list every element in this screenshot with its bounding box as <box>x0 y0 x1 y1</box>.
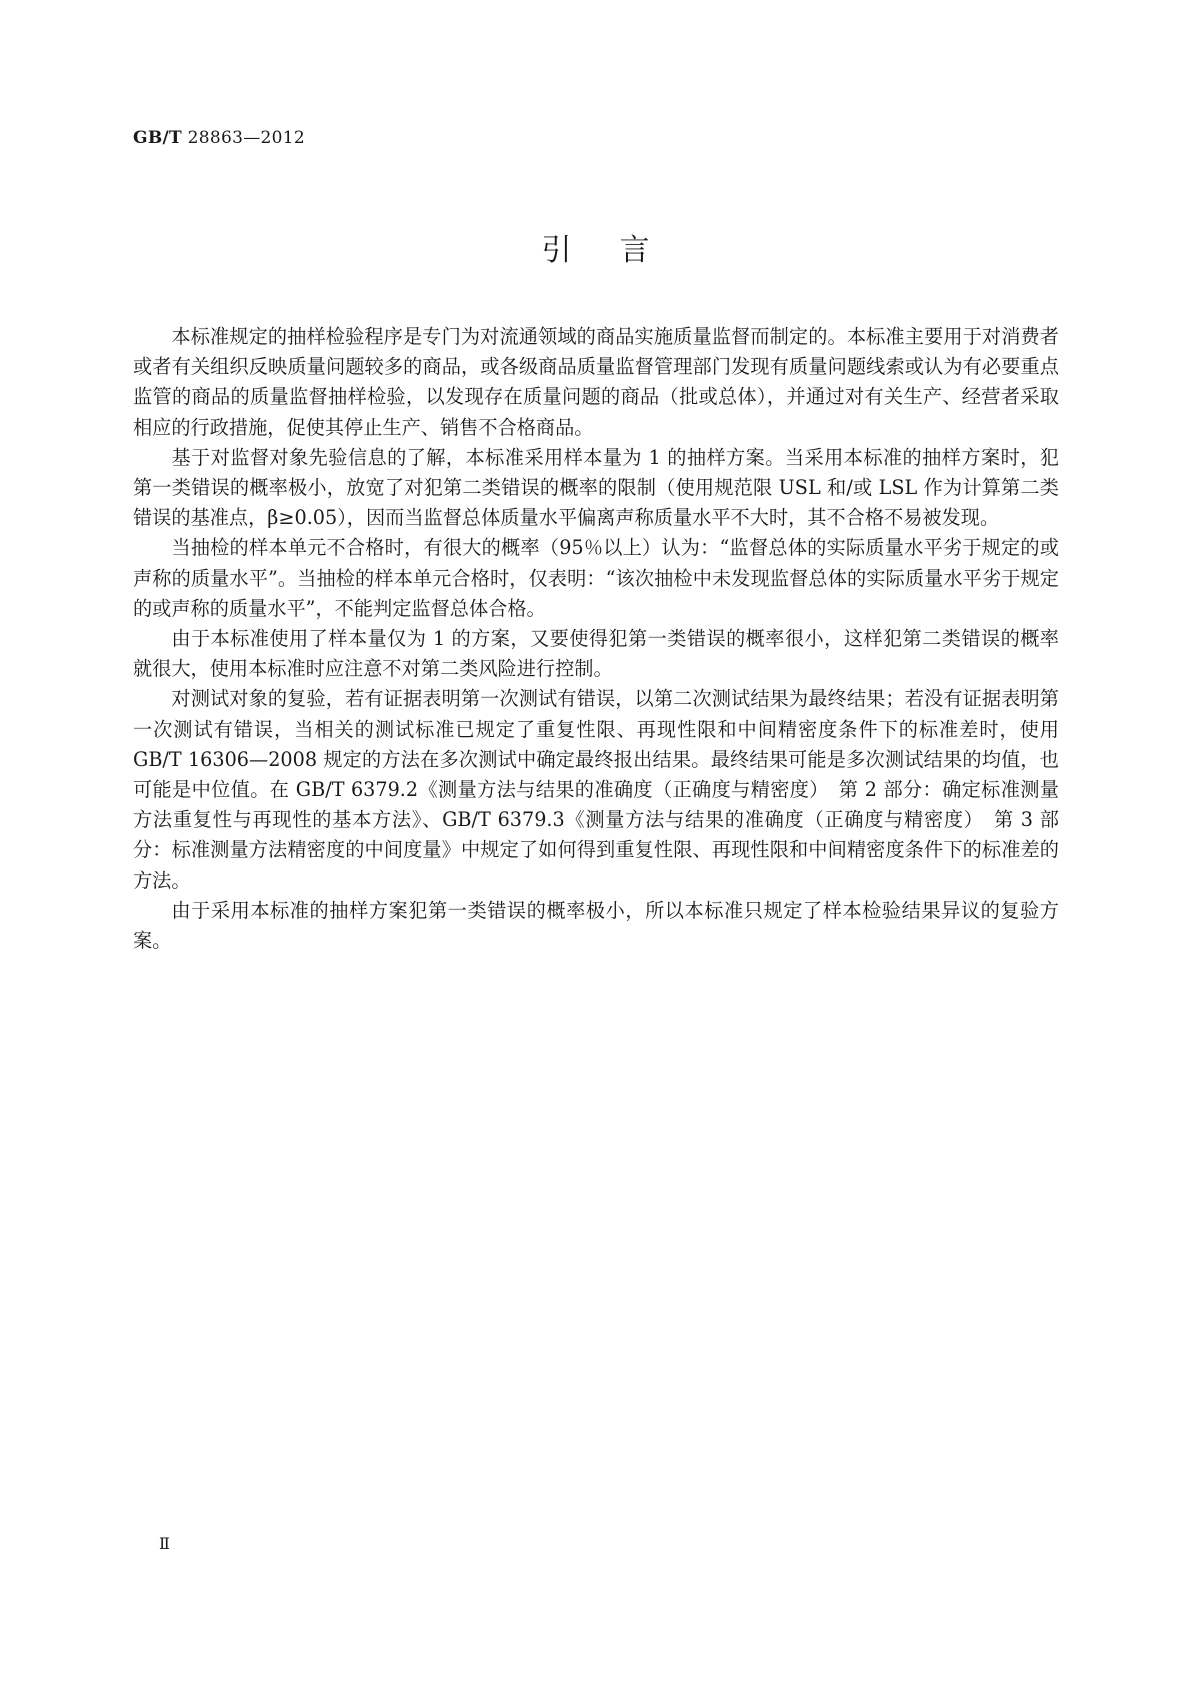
paragraph-3: 当抽检的样本单元不合格时，有很大的概率（95％以上）认为：“监督总体的实际质量水平劣于规定的或声称的质量水平”。当抽检的样本单元合格时，仅表明：“该次抽检中未发现监督总体的实际质量水平劣于规定的或声称的质量水平”，不能判定监督总体合格。 <box>133 536 1059 620</box>
paragraph-1: 本标准规定的抽样检验程序是专门为对流通领域的商品实施质量监督而制定的。本标准主要用于对消费者或者有关组织反映质量问题较多的商品，或各级商品质量监督管理部门发现有质量问题线索或认为有必要重点监管的商品的质量监督抽样检验，以发现存在质量问题的商品（批或总体），并通过对有关生产、经营者采取相应的行政措施，促使其停止生产、销售不合格商品。 <box>133 325 1059 439</box>
standard-code-number: 28863—2012 <box>187 128 306 148</box>
paragraph-2: 基于对监督对象先验信息的了解，本标准采用样本量为 1 的抽样方案。当采用本标准的抽样方案时，犯第一类错误的概率极小，放宽了对犯第二类错误的概率的限制（使用规范限 USL 和/或 LSL 作为计算第二类错误的基准点，β≥0.05），因而当监督总体质量水平偏离声称质量水平不大时，其不合格不易被发现。 <box>133 445 1059 530</box>
page-number: Ⅱ <box>159 1534 170 1553</box>
body-text <box>133 322 1059 956</box>
paragraph-5: 对测试对象的复验，若有证据表明第一次测试有错误，以第二次测试结果为最终结果；若没有证据表明第一次测试有错误，当相关的测试标准已规定了重复性限、再现性限和中间精密度条件下的标准差时，使用 GB/T 16306—2008 规定的方法在多次测试中确定最终报出结果。最终结果可能是多次测试结果的均值，也可能是中位值。在 GB/T 6379.2《测量方法与结果的准确度（正确度与精密度） 第 2 部分：确定标准测量方法重复性与再现性的基本方法》、GB/T 6379.3《测量方法与结果的准确度（正确度与精密度） 第 3 部分：标准测量方法精密度的中间度量》中规定了如何得到重复性限、再现性限和中间精密度条件下的标准差的方法。 <box>133 687 1059 892</box>
standard-code-prefix: GB/T <box>133 128 182 148</box>
paragraph-6: 由于采用本标准的抽样方案犯第一类错误的概率极小，所以本标准只规定了样本检验结果异议的复验方案。 <box>133 898 1059 953</box>
paragraph-4: 由于本标准使用了样本量仅为 1 的方案，又要使得犯第一类错误的概率很小，这样犯第二类错误的概率就很大，使用本标准时应注意不对第二类风险进行控制。 <box>133 627 1059 681</box>
standard-code <box>133 128 305 148</box>
page-title: 引言 <box>541 233 698 268</box>
